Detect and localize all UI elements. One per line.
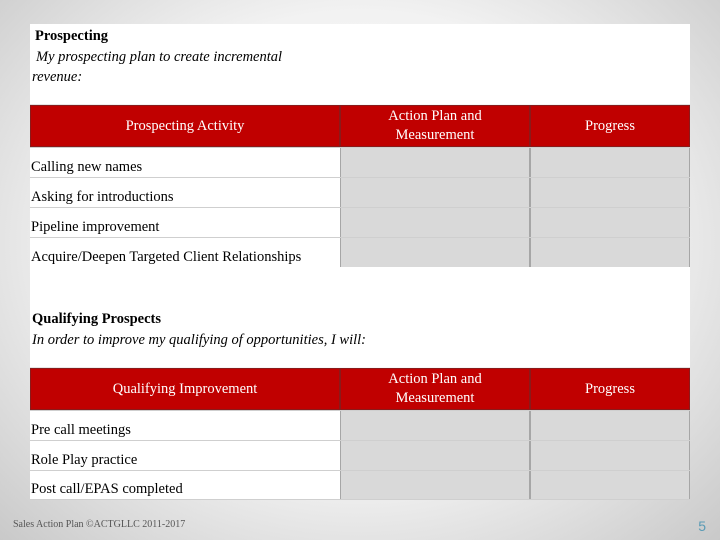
progress-cell[interactable] — [530, 411, 690, 440]
action-plan-cell[interactable] — [340, 238, 530, 267]
table-row — [30, 410, 690, 440]
prospecting-progress-header-label: Progress — [585, 117, 635, 134]
qualifying-improvement-header — [30, 368, 340, 410]
row-label: Calling new names — [31, 159, 143, 175]
table-row — [30, 440, 690, 470]
qualifying-action-header — [340, 368, 530, 410]
row-label: Asking for introductions — [31, 189, 174, 205]
prospecting-activity-header-label: Prospecting Activity — [125, 117, 245, 134]
progress-cell[interactable] — [530, 148, 690, 177]
prospecting-action-header-line1: Action Plan and — [388, 108, 482, 124]
prospecting-action-header-line2: Measurement — [395, 127, 475, 143]
row-label: Post call/EPAS completed — [31, 481, 183, 497]
row-label: Pre call meetings — [31, 422, 131, 438]
qualifying-improvement-header-label: Qualifying Improvement — [112, 380, 258, 397]
action-plan-cell[interactable] — [340, 178, 530, 207]
qualifying-title: Qualifying Prospects — [32, 311, 162, 327]
action-plan-cell[interactable] — [340, 441, 530, 470]
prospecting-progress-header — [530, 105, 690, 147]
qualifying-action-header-line2: Measurement — [395, 390, 475, 406]
action-plan-cell[interactable] — [340, 471, 530, 499]
progress-cell[interactable] — [530, 441, 690, 470]
footer-text: Sales Action Plan ©ACTGLLC 2011-2017 — [13, 519, 186, 530]
action-plan-cell[interactable] — [340, 208, 530, 237]
table-row — [30, 177, 690, 207]
table-row — [30, 207, 690, 237]
action-plan-cell[interactable] — [340, 411, 530, 440]
qualifying-subtitle: In order to improve my qualifying of opportunities, I will: — [32, 332, 367, 348]
table-row — [30, 470, 690, 500]
progress-cell[interactable] — [530, 471, 690, 499]
prospecting-subtitle-line1: My prospecting plan to create incremental — [36, 49, 283, 65]
qualifying-progress-header-label: Progress — [585, 380, 635, 397]
qualifying-progress-header — [530, 368, 690, 410]
row-label: Acquire/Deepen Targeted Client Relationships — [31, 249, 302, 265]
progress-cell[interactable] — [530, 238, 690, 267]
prospecting-title: Prospecting — [35, 28, 109, 44]
prospecting-activity-header — [30, 105, 340, 147]
prospecting-action-header — [340, 105, 530, 147]
progress-cell[interactable] — [530, 208, 690, 237]
row-label: Role Play practice — [31, 452, 138, 468]
page-number: 5 — [698, 518, 706, 534]
prospecting-subtitle-line2: revenue: — [32, 69, 83, 85]
progress-cell[interactable] — [530, 178, 690, 207]
qualifying-action-header-line1: Action Plan and — [388, 371, 482, 387]
action-plan-cell[interactable] — [340, 148, 530, 177]
row-label: Pipeline improvement — [31, 219, 160, 235]
table-row — [30, 237, 690, 267]
table-row — [30, 147, 690, 177]
